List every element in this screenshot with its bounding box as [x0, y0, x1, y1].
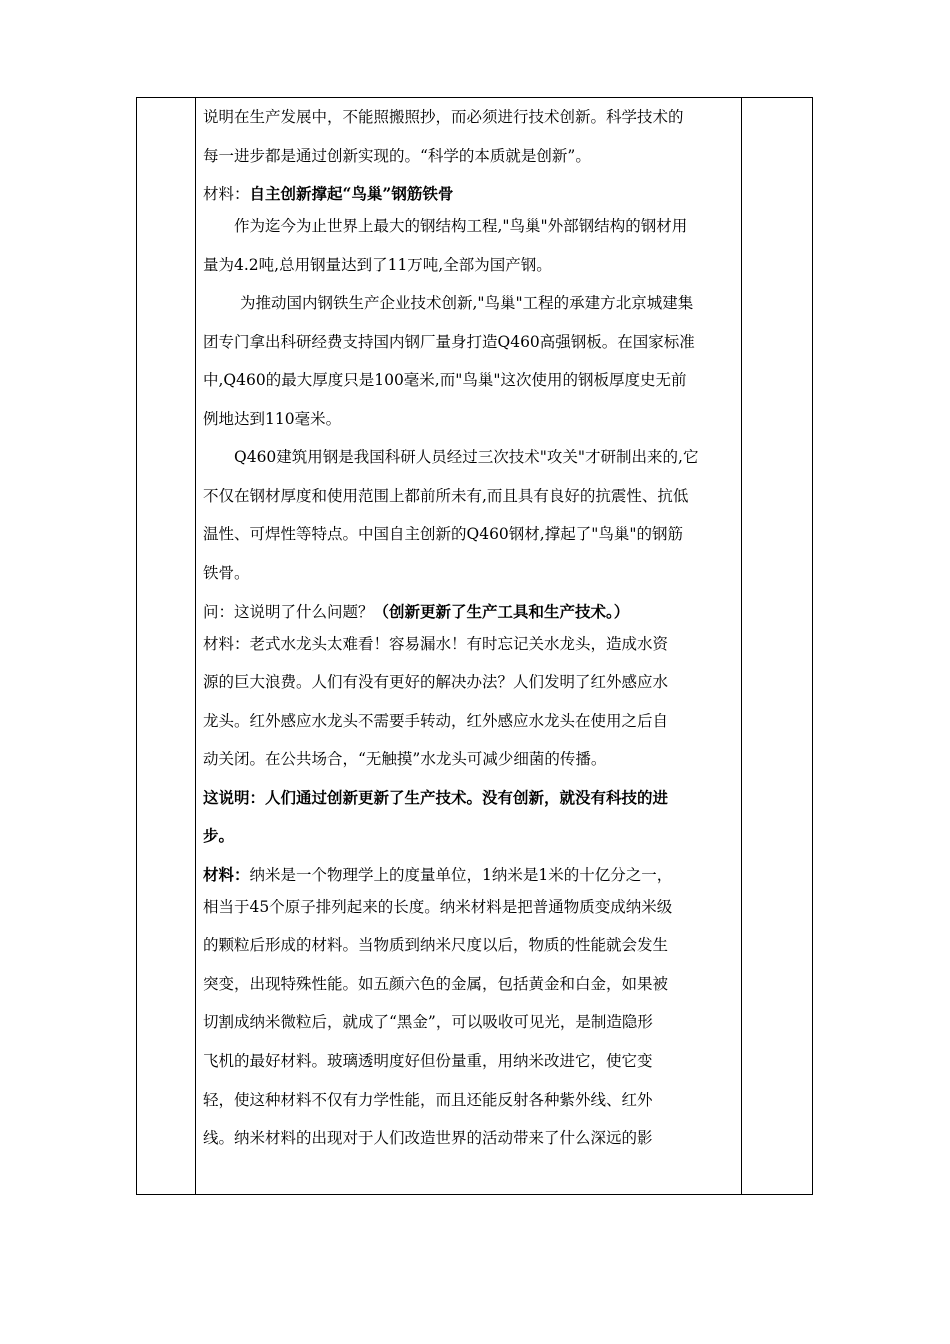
text-line: 说明在生产发展中，不能照搬照抄，而必须进行技术创新。科学技术的 — [203, 108, 684, 126]
material-heading-bird-nest: 材料：自主创新撑起“鸟巢”钢筋铁骨 — [203, 184, 454, 204]
text-line: 轻，使这种材料不仅有力学性能，而且还能反射各种紫外线、红外 — [203, 1090, 653, 1109]
text-line: 不仅在钢材厚度和使用范围上都前所未有,而且具有良好的抗震性、抗低 — [203, 486, 689, 505]
text-line: 铁骨。 — [203, 564, 250, 583]
text-line: 中,Q460的最大厚度只是100毫米,而"鸟巢"这次使用的钢板厚度史无前 — [203, 371, 687, 390]
text-line: 材料：老式水龙头太难看！容易漏水！有时忘记关水龙头，造成水资 — [203, 634, 669, 653]
text-line: 源的巨大浪费。人们有没有更好的解决办法？人们发明了红外感应水 — [203, 673, 669, 692]
text-line: 动关闭。在公共场合，“无触摸”水龙头可减少细菌的传播。 — [203, 750, 607, 769]
text-line: 切割成纳米微粒后，就成了“黑金”，可以吸收可见光，是制造隐形 — [203, 1013, 653, 1032]
text-line: 每一进步都是通过创新实现的。“科学的本质就是创新”。 — [203, 146, 591, 165]
text-line: 突变，出现特殊性能。如五颜六色的金属，包括黄金和白金，如果被 — [203, 974, 669, 993]
text-line: 线。纳米材料的出现对于人们改造世界的活动带来了什么深远的影 — [203, 1129, 653, 1148]
text-line: 作为迄今为止世界上最大的钢结构工程,"鸟巢"外部钢结构的钢材用 — [234, 217, 688, 236]
text-line: 温性、可焊性等特点。中国自主创新的Q460钢材,撑起了"鸟巢"的钢筋 — [203, 525, 683, 544]
material-heading-nano: 材料：纳米是一个物理学上的度量单位，1纳米是1米的十亿分之一， — [203, 864, 673, 884]
question-line: 问：这说明了什么问题？（创新更新了生产工具和生产技术。） — [203, 601, 630, 621]
text-line: 例地达到110毫米。 — [203, 409, 342, 428]
conclusion-line: 步。 — [203, 826, 235, 846]
text-line: 龙头。红外感应水龙头不需要手转动，红外感应水龙头在使用之后自 — [203, 711, 669, 730]
text-line: 飞机的最好材料。玻璃透明度好但份量重，用纳米改进它，使它变 — [203, 1052, 653, 1071]
conclusion-line: 这说明：人们通过创新更新了生产技术。没有创新，就没有科技的进 — [203, 787, 669, 807]
text-line: 相当于45个原子排列起来的长度。纳米材料是把普通物质变成纳米级 — [203, 897, 673, 916]
text-line: 量为4.2吨,总用钢量达到了11万吨,全部为国产钢。 — [203, 255, 552, 274]
text-line: 团专门拿出科研经费支持国内钢厂量身打造Q460高强钢板。在国家标准 — [203, 332, 695, 351]
lesson-table — [136, 97, 813, 1195]
text-line: Q460建筑用钢是我国科研人员经过三次技术"攻关"才研制出来的,它 — [234, 448, 699, 467]
text-line: 为推动国内钢铁生产企业技术创新,"鸟巢"工程的承建方北京城建集 — [240, 294, 694, 313]
column-divider-left — [195, 98, 196, 1194]
text-line: 的颗粒后形成的材料。当物质到纳米尺度以后，物质的性能就会发生 — [203, 936, 669, 955]
lesson-content-cell — [203, 100, 738, 1160]
column-divider-right — [741, 98, 742, 1194]
